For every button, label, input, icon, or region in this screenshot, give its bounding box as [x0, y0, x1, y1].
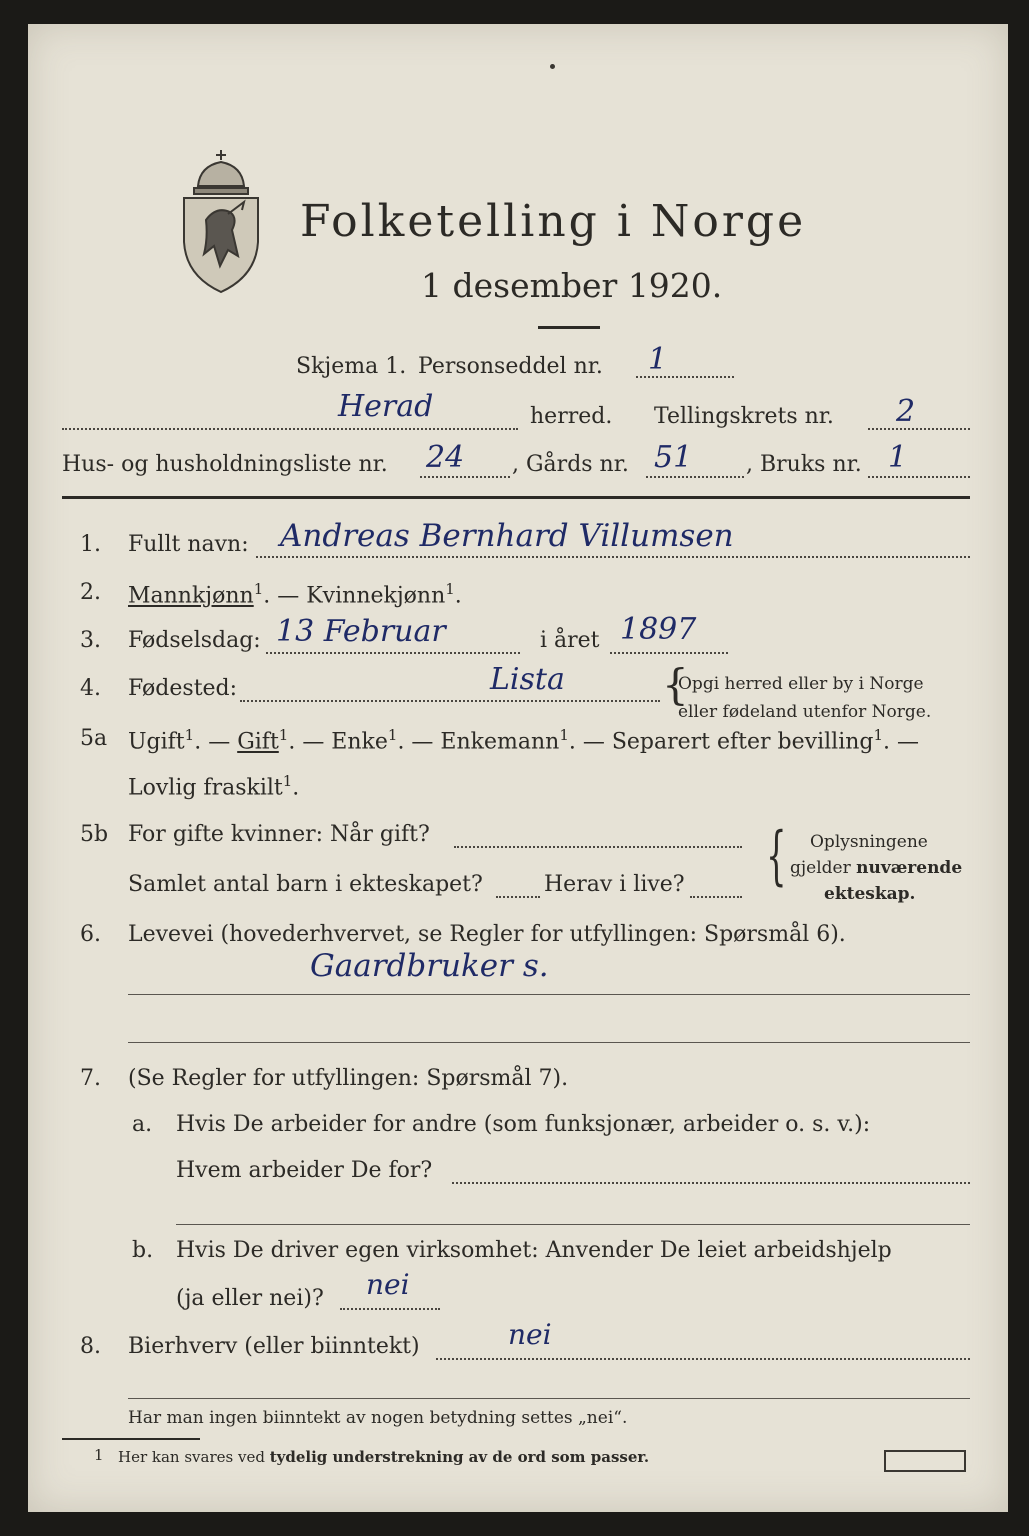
q8-number: 8. [80, 1334, 101, 1359]
footnote-text [118, 1448, 649, 1466]
divorced-option[interactable]: Lovlig fraskilt [128, 775, 283, 801]
female-option[interactable]: Kvinnekjønn [306, 583, 446, 609]
q2-end: . [454, 583, 462, 609]
footnote-mark: 1 [94, 1446, 104, 1464]
q7b-text: Hvis De driver egen virksomhet: Anvender De leiet arbeidshjelp [176, 1238, 892, 1263]
form-title: Folketelling i Norge [300, 196, 807, 247]
census-form [28, 24, 1008, 1512]
q5a-line-2 [128, 772, 299, 800]
q5b-label-2: Samlet antal barn i ekteskapet? [128, 872, 483, 897]
q5b-children-line[interactable] [496, 896, 540, 898]
q6-line-1 [128, 994, 970, 995]
full-name-value[interactable]: Andreas Bernhard Villumsen [280, 518, 734, 554]
bruks-label: , Bruks nr. [746, 452, 862, 477]
hus-value[interactable]: 24 [426, 440, 465, 475]
q5b-note-3: ekteskap. [824, 884, 916, 904]
q5a-end: . — [883, 729, 920, 755]
widow-option[interactable]: . — Enke [288, 729, 388, 755]
q2-footnote-mark: 1 [253, 580, 264, 598]
q6-number: 6. [80, 922, 101, 947]
q7b-number: b. [132, 1238, 154, 1263]
bruks-line [868, 476, 970, 478]
q7a-line[interactable] [452, 1182, 970, 1184]
q1-number: 1. [80, 532, 101, 557]
bruks-value[interactable]: 1 [888, 440, 908, 475]
q5a-mark-4: 1 [559, 726, 569, 744]
gards-line [646, 476, 744, 478]
q7-label: (Se Regler for utfyllingen: Spørsmål 7). [128, 1066, 569, 1091]
herred-value[interactable]: Herad [338, 389, 434, 424]
q6-line-2 [128, 1042, 970, 1043]
q8-line [436, 1358, 970, 1360]
q7-number: 7. [80, 1066, 101, 1091]
q5a-line-2-end: . [292, 775, 300, 801]
occupation-value[interactable]: Gaardbruker s. [310, 948, 549, 984]
herred-line [62, 428, 518, 430]
q5a-dash: . — [194, 729, 238, 755]
printer-stamp-icon [884, 1450, 966, 1472]
footnote-divider [62, 1438, 200, 1440]
tellingskrets-line [868, 428, 970, 430]
q5b-married-line[interactable] [454, 846, 742, 848]
q5a-mark-6: 1 [282, 772, 293, 790]
unmarried-option[interactable]: Ugift [128, 729, 185, 755]
footnote-text-a: Her kan svares ved [118, 1448, 270, 1466]
year-label: i året [540, 628, 600, 653]
birth-date-value[interactable]: 13 Februar [276, 614, 446, 649]
skjema-label: Skjema 1. [296, 354, 407, 379]
q4-label: Fødested: [128, 676, 238, 701]
q5b-note-2 [790, 858, 962, 878]
bottom-note: Har man ingen biinntekt av nogen betydning settes „nei“. [128, 1408, 628, 1428]
q5b-note-2a: gjelder [790, 858, 857, 878]
q5b-number: 5b [80, 822, 109, 847]
title-divider [538, 326, 600, 329]
q7b-line [340, 1308, 440, 1310]
tellingskrets-label: Tellingskrets nr. [654, 404, 834, 429]
separated-option[interactable]: . — Separert efter bevilling [568, 729, 874, 755]
q3-label: Fødselsdag: [128, 628, 261, 653]
q7b-value[interactable]: nei [366, 1268, 410, 1301]
q5b-label-3: Herav i live? [544, 872, 685, 897]
q7a-text: Hvis De arbeider for andre (som funksjonær, arbeider o. s. v.): [176, 1112, 871, 1137]
q7b-sub: (ja eller nei)? [176, 1286, 324, 1311]
q5a-mark-2: 1 [278, 726, 289, 744]
footnote-text-b: tydelig understrekning av de ord som passer. [269, 1448, 650, 1466]
male-option[interactable]: Mannkjønn [128, 583, 254, 609]
q5b-label-1: For gifte kvinner: Når gift? [128, 822, 430, 847]
gards-value[interactable]: 51 [654, 440, 693, 475]
q5b-note-2b: nuværende [856, 858, 963, 878]
married-option[interactable]: Gift [237, 729, 279, 755]
q3-date-line [266, 652, 520, 654]
q5b-brace: { [766, 819, 787, 893]
birthplace-value[interactable]: Lista [490, 662, 565, 697]
q2-text [128, 580, 462, 608]
tellingskrets-value[interactable]: 2 [896, 394, 916, 429]
q8-value[interactable]: nei [508, 1318, 552, 1351]
q5a-mark-5: 1 [873, 726, 884, 744]
q2-number: 2. [80, 580, 101, 605]
hus-line [420, 476, 510, 478]
q7a-line-2 [176, 1224, 970, 1225]
q7a-number: a. [132, 1112, 153, 1137]
q1-line [256, 556, 970, 558]
personseddel-label: Personseddel nr. [418, 354, 603, 379]
gards-label: , Gårds nr. [512, 452, 629, 477]
q4-note-1: Opgi herred eller by i Norge [678, 674, 924, 694]
q8-line-2 [128, 1398, 970, 1399]
q2-footnote-mark-2: 1 [445, 580, 455, 598]
hus-label: Hus- og husholdningsliste nr. [62, 452, 388, 477]
q5b-alive-line[interactable] [690, 896, 742, 898]
q5a-mark-1: 1 [184, 726, 195, 744]
header-divider [62, 496, 970, 499]
q4-note-2: eller fødeland utenfor Norge. [678, 702, 932, 722]
norway-coat-of-arms-icon [178, 146, 264, 296]
personseddel-value[interactable]: 1 [648, 342, 668, 377]
q5a-mark-3: 1 [387, 726, 398, 744]
census-date: 1 desember 1920. [421, 266, 723, 305]
q4-line [240, 700, 660, 702]
q5b-note-1: Oplysningene [810, 832, 928, 852]
q3-year-line [610, 652, 728, 654]
birth-year-value[interactable]: 1897 [620, 612, 697, 647]
herred-label: herred. [530, 404, 613, 429]
q6-label: Levevei (hovederhvervet, se Regler for utfyllingen: Spørsmål 6). [128, 922, 846, 947]
q3-number: 3. [80, 628, 101, 653]
q5a-number: 5a [80, 726, 108, 751]
ink-dot [550, 64, 555, 69]
widower-option[interactable]: . — Enkemann [397, 729, 560, 755]
q8-label: Bierhverv (eller biinntekt) [128, 1334, 420, 1359]
q1-label: Fullt navn: [128, 532, 249, 557]
q4-brace: { [662, 660, 689, 709]
q7a-sub: Hvem arbeider De for? [176, 1158, 433, 1183]
q4-number: 4. [80, 676, 101, 701]
q2-separator: . — [263, 583, 307, 609]
q5a-line-1 [128, 726, 919, 754]
